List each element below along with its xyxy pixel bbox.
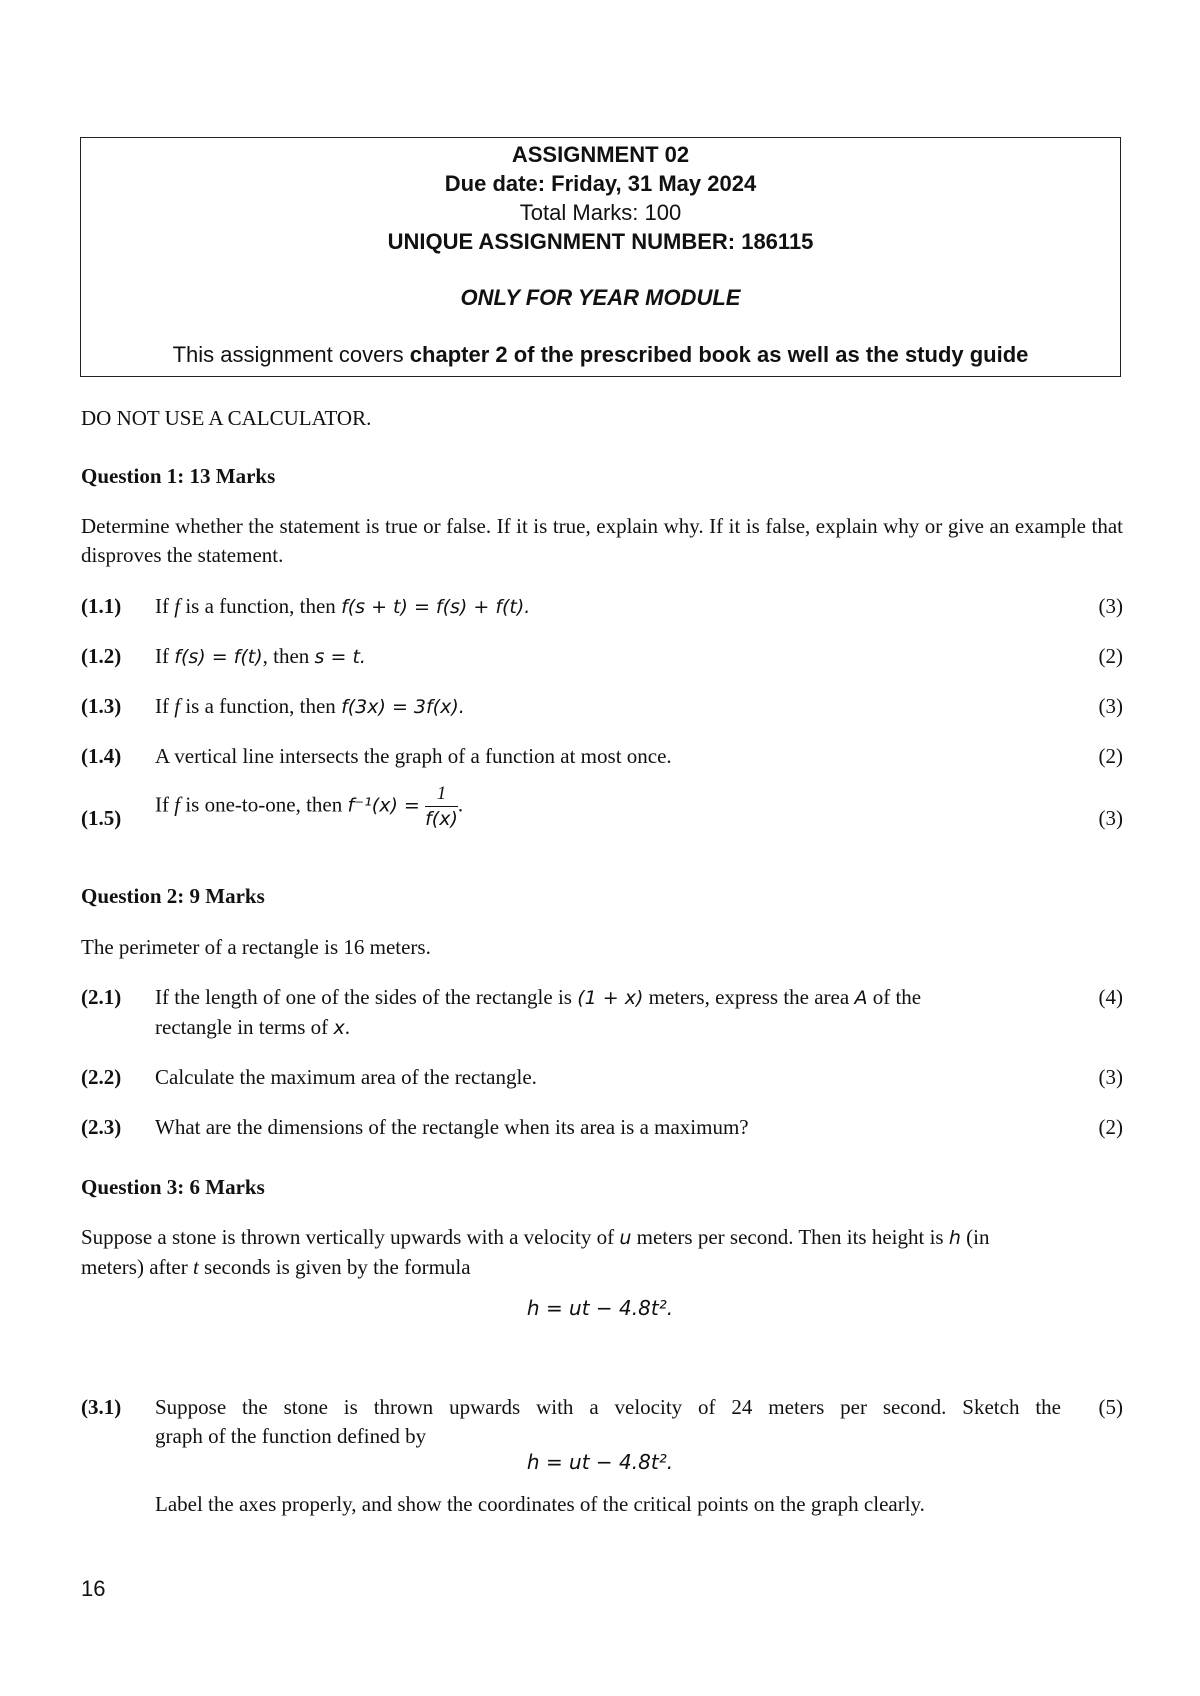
item-number: (1.3) — [81, 694, 122, 718]
item-text: If the length of one of the sides of the rectangle is (1 + x) meters, express the area A of the rectangle in terms of x. — [155, 985, 922, 1039]
question-1-heading: Question 1: 13 Marks — [81, 464, 276, 488]
item-text: What are the dimensions of the rectangle when its area is a maximum? — [155, 1115, 749, 1139]
item-marks: (2) — [1098, 644, 1123, 668]
question-2-1 — [81, 983, 1123, 1043]
sketch-formula: h = ut − 4.8t². — [526, 1450, 674, 1474]
item-marks: (2) — [1098, 1115, 1123, 1139]
height-formula: h = ut − 4.8t². — [526, 1296, 674, 1320]
item-marks: (5) — [1098, 1395, 1123, 1419]
question-2-heading: Question 2: 9 Marks — [81, 884, 265, 908]
item-text: A vertical line intersects the graph of a function at most once. — [155, 744, 672, 768]
fraction: $\frac{1}{f(x)}$ — [425, 783, 458, 830]
item-text: If f is a function, then f(s + t) = f(s) + f(t). — [155, 594, 531, 618]
item-line-2: graph of the function defined by — [155, 1424, 427, 1448]
item-number: (3.1) — [81, 1395, 122, 1419]
assignment-header-box — [80, 137, 1121, 377]
item-line-1: Suppose the stone is thrown upwards with a velocity of 24 meters per second. Sketch the — [155, 1395, 1061, 1419]
item-text: If f is one-to-one, then f⁻¹(x) = $\frac{1}{f(x)}$ . — [155, 783, 464, 830]
question-2-intro: The perimeter of a rectangle is 16 meters. — [81, 935, 431, 959]
item-number: (2.2) — [81, 1065, 122, 1089]
coverage-line — [81, 341, 1120, 369]
item-marks: (3) — [1098, 1065, 1123, 1089]
question-1-instructions: Determine whether the statement is true or false. If it is true, explain why. If it is false, explain why or give an example that disproves the statement. — [81, 514, 1123, 567]
year-module-notice: ONLY FOR YEAR MODULE — [460, 285, 741, 310]
item-marks: (3) — [1098, 594, 1123, 618]
item-text: If f is a function, then f(3x) = 3f(x). — [155, 694, 465, 718]
item-marks: (4) — [1098, 985, 1123, 1009]
item-number: (1.4) — [81, 744, 122, 768]
due-date: Due date: Friday, 31 May 2024 — [444, 171, 757, 196]
item-number: (1.2) — [81, 644, 122, 668]
item-number: (1.5) — [81, 806, 122, 830]
page-number: 16 — [81, 1576, 106, 1601]
coverage-prefix: This assignment covers — [172, 342, 410, 367]
question-3-heading: Question 3: 6 Marks — [81, 1175, 265, 1199]
sketch-instructions: Label the axes properly, and show the coordinates of the critical points on the graph clearly. — [155, 1492, 925, 1516]
coverage-bold: chapter 2 of the prescribed book as well as the study guide — [409, 342, 1029, 367]
item-marks: (2) — [1098, 744, 1123, 768]
item-number: (2.1) — [81, 985, 122, 1009]
unique-assignment-number: UNIQUE ASSIGNMENT NUMBER: 186115 — [387, 229, 814, 254]
item-marks: (3) — [1098, 694, 1123, 718]
item-number: (1.1) — [81, 594, 122, 618]
calculator-notice: DO NOT USE A CALCULATOR. — [81, 406, 372, 430]
assignment-title: ASSIGNMENT 02 — [511, 142, 690, 167]
item-marks: (3) — [1098, 806, 1123, 830]
question-3-intro: Suppose a stone is thrown vertically upwards with a velocity of u meters per second. Then its height is h (in meters) after t seconds is given by the formula — [81, 1225, 990, 1279]
total-marks: Total Marks: 100 — [519, 200, 682, 225]
item-number: (2.3) — [81, 1115, 122, 1139]
item-text: If f(s) = f(t), then s = t. — [155, 644, 366, 668]
item-text: Calculate the maximum area of the rectangle. — [155, 1065, 537, 1089]
